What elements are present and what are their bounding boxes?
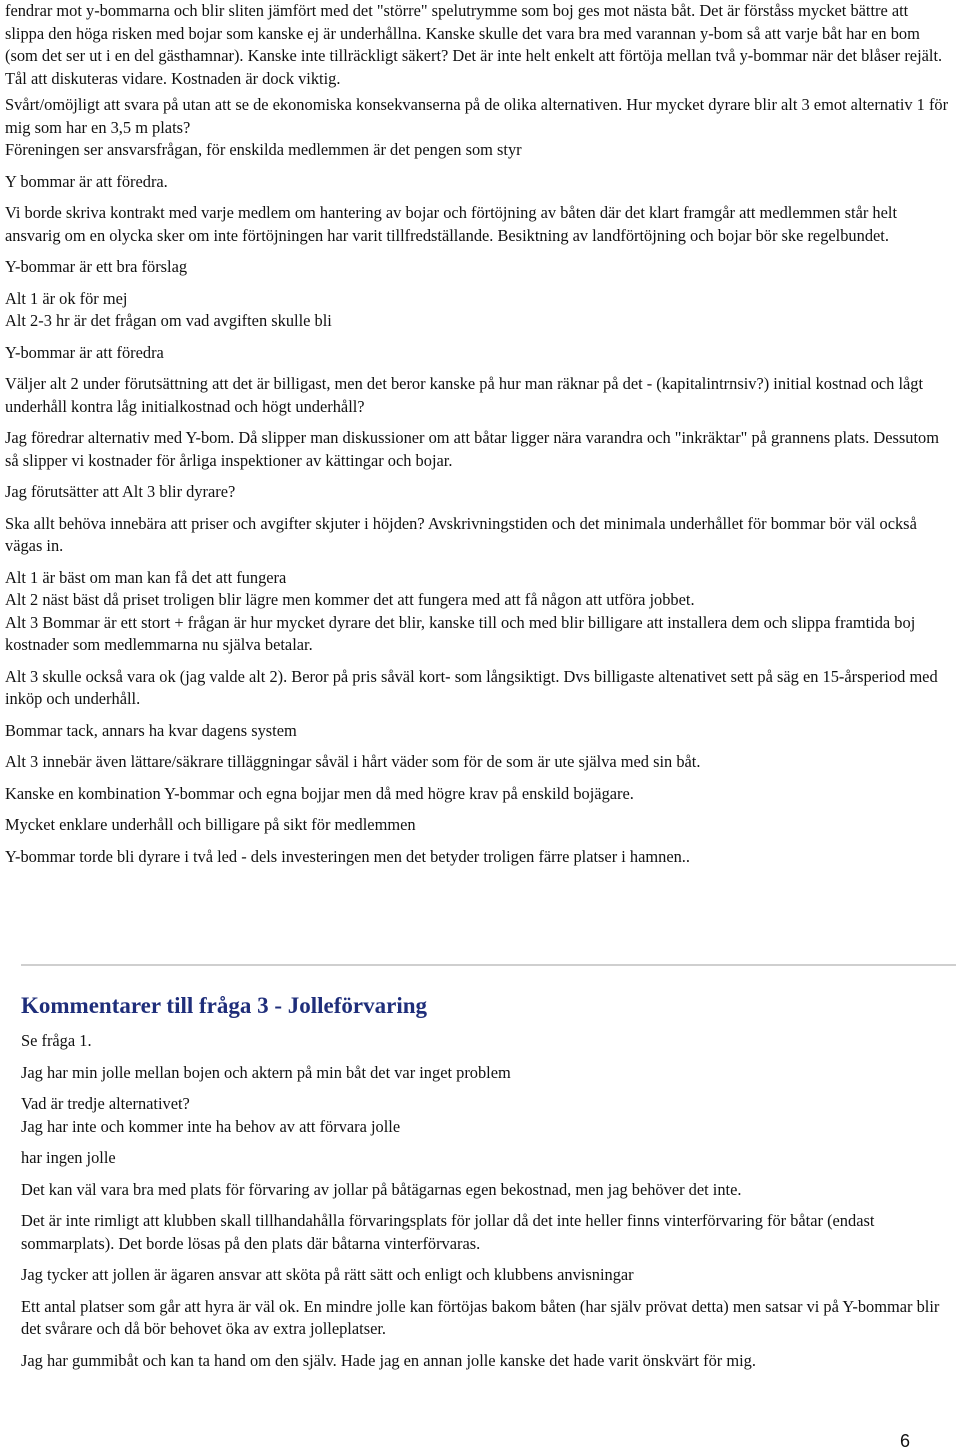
comment-paragraph: Jag har gummibåt och kan ta hand om den själv. Hade jag en annan jolle kanske det hade varit önskvärt för mig. (21, 1350, 756, 1370)
comment-paragraph: Kanske en kombination Y-bommar och egna bojjar men då med högre krav på enskild bojägare. (5, 783, 634, 803)
comment-paragraph: Mycket enklare underhåll och billigare på sikt för medlemmen (5, 815, 416, 834)
comment-paragraph: Y-bommar är ett bra förslag (5, 257, 188, 276)
comment-paragraph: Väljer alt 2 under förutsättning att det är billigast, men det beror kanske på hur man räknar på det - (kapitalintrnsiv?) initial kostnad och lågt underhåll kontra låg initialkostnad och högt underhåll? (5, 374, 924, 416)
comment-paragraph: Alt 2 näst bäst då priset troligen blir lägre men kommer det att fungera med att få någon att utföra jobbet. (5, 590, 695, 609)
comment-paragraph: Ska allt behöva innebära att priser och avgifter skjuter i höjden? Avskrivningstiden och det minimala underhållet för bommar bör väl också vägas in. (5, 513, 917, 555)
comment-paragraph: Y-bommar torde bli dyrare i två led - dels investeringen men det betyder troligen färre platser i hamnen.. (5, 846, 690, 866)
comment-paragraph: Alt 1 är ok för mej (5, 288, 128, 308)
comment-paragraph: Föreningen ser ansvarsfrågan, för enskilda medlemmen är det pengen som styr (5, 140, 522, 159)
comments-continued (5, 0, 950, 868)
comment-paragraph: Jag föredrar alternativ med Y-bom. Då slipper man diskussioner om att båtar ligger nära varandra och "inkräktar" på grannens plats. Dessutom så slipper vi kostnader för årliga inspektioner av kättingar och bojar. (5, 428, 939, 470)
comment-paragraph: har ingen jolle (21, 1148, 116, 1167)
comment-paragraph: Alt 3 skulle också vara ok (jag valde alt 2). Beror på pris såväl kort- som långsiktigt. Dvs billigaste altenativet sett på säg en 15-årsperiod med inköp och underhåll. (5, 666, 938, 708)
section-divider (21, 964, 956, 966)
comment-paragraph: Alt 3 Bommar är ett stort + frågan är hur mycket dyrare det blir, kanske till och med blir billigare att installera dem och slippa framtida boj kostnader som medlemmarna nu själva betalar. (5, 612, 916, 654)
comment-paragraph: Vi borde skriva kontrakt med varje medlem om hantering av bojar och förtöjning av båten där det klart framgår att medlemmen står helt ansvarig om en olycka sker om inte förtöjningen har varit tillfredställande. Besiktning av landförtöjning och bojar bör ske regelbundet. (5, 203, 898, 245)
comment-paragraph: Bommar tack, annars ha kvar dagens system (5, 720, 297, 740)
comment-paragraph: Y-bommar är att föredra (5, 342, 164, 362)
comment-paragraph: Alt 2-3 hr är det frågan om vad avgiften skulle bli (5, 311, 332, 330)
comment-paragraph: Jag har inte och kommer inte ha behov av att förvara jolle (21, 1116, 401, 1136)
section-comments (21, 1030, 951, 1372)
comment-paragraph: Jag förutsätter att Alt 3 blir dyrare? (5, 482, 236, 501)
comment-paragraph: Det är inte rimligt att klubben skall tillhandahålla förvaringsplats för jollar då det inte heller finns vinterförvaring för båtar (endast sommarplats). Det borde lösas på den plats där båtarna vinterförvaras. (21, 1211, 875, 1253)
comment-paragraph: Ett antal platser som går att hyra är väl ok. En mindre jolle kan förtöjas bakom båten (har själv prövat detta) men satsar vi på Y-bommar blir det svårare och då bör behovet öka av extra jolleplatser. (21, 1296, 940, 1338)
page-number: 6 (900, 1431, 911, 1451)
section-title: Kommentarer till fråga 3 - Jolleförvaring (21, 993, 428, 1018)
comment-paragraph: Alt 3 innebär även lättare/säkrare tilläggningar såväl i hårt väder som för de som är ute själva med sin båt. (5, 752, 701, 771)
comment-paragraph: Alt 1 är bäst om man kan få det att fungera (5, 567, 287, 587)
comment-paragraph: Svårt/omöjligt att svara på utan att se de ekonomiska konsekvanserna på de olika alternativen. Hur mycket dyrare blir alt 3 emot alternativ 1 för mig som har en 3,5 m plats? (5, 95, 949, 137)
comment-paragraph: Vad är tredje alternativet? (21, 1094, 190, 1113)
comment-paragraph: Jag tycker att jollen är ägaren ansvar att sköta på rätt sätt och enligt och klubbens anvisningar (21, 1265, 634, 1284)
comment-paragraph: Det kan väl vara bra med plats för förvaring av jollar på båtägarnas egen bekostnad, men jag behöver det inte. (21, 1179, 742, 1199)
comment-paragraph: Y bommar är att föredra. (5, 171, 168, 191)
comment-paragraph: Jag har min jolle mellan bojen och aktern på min båt det var inget problem (21, 1062, 511, 1082)
comment-paragraph: Se fråga 1. (21, 1031, 92, 1050)
comment-paragraph: fendrar mot y-bommarna och blir sliten jämfört med det "större" spelutrymme som boj ges mot nästa båt. Det är förståss mycket bättre att slippa den höga risken med bojar som kanske ej är underhållna. Kanske skulle det vara bra med varannan y-bom så att varje båt har en bom (som det ser ut i en del gästhamnar). Kanske inte tillräckligt säkert? Det är inte helt enkelt att förtöja mellan två y-bommar när det blåser rejält. Tål att diskuteras vidare. Kostnaden är dock viktig. (5, 1, 943, 88)
